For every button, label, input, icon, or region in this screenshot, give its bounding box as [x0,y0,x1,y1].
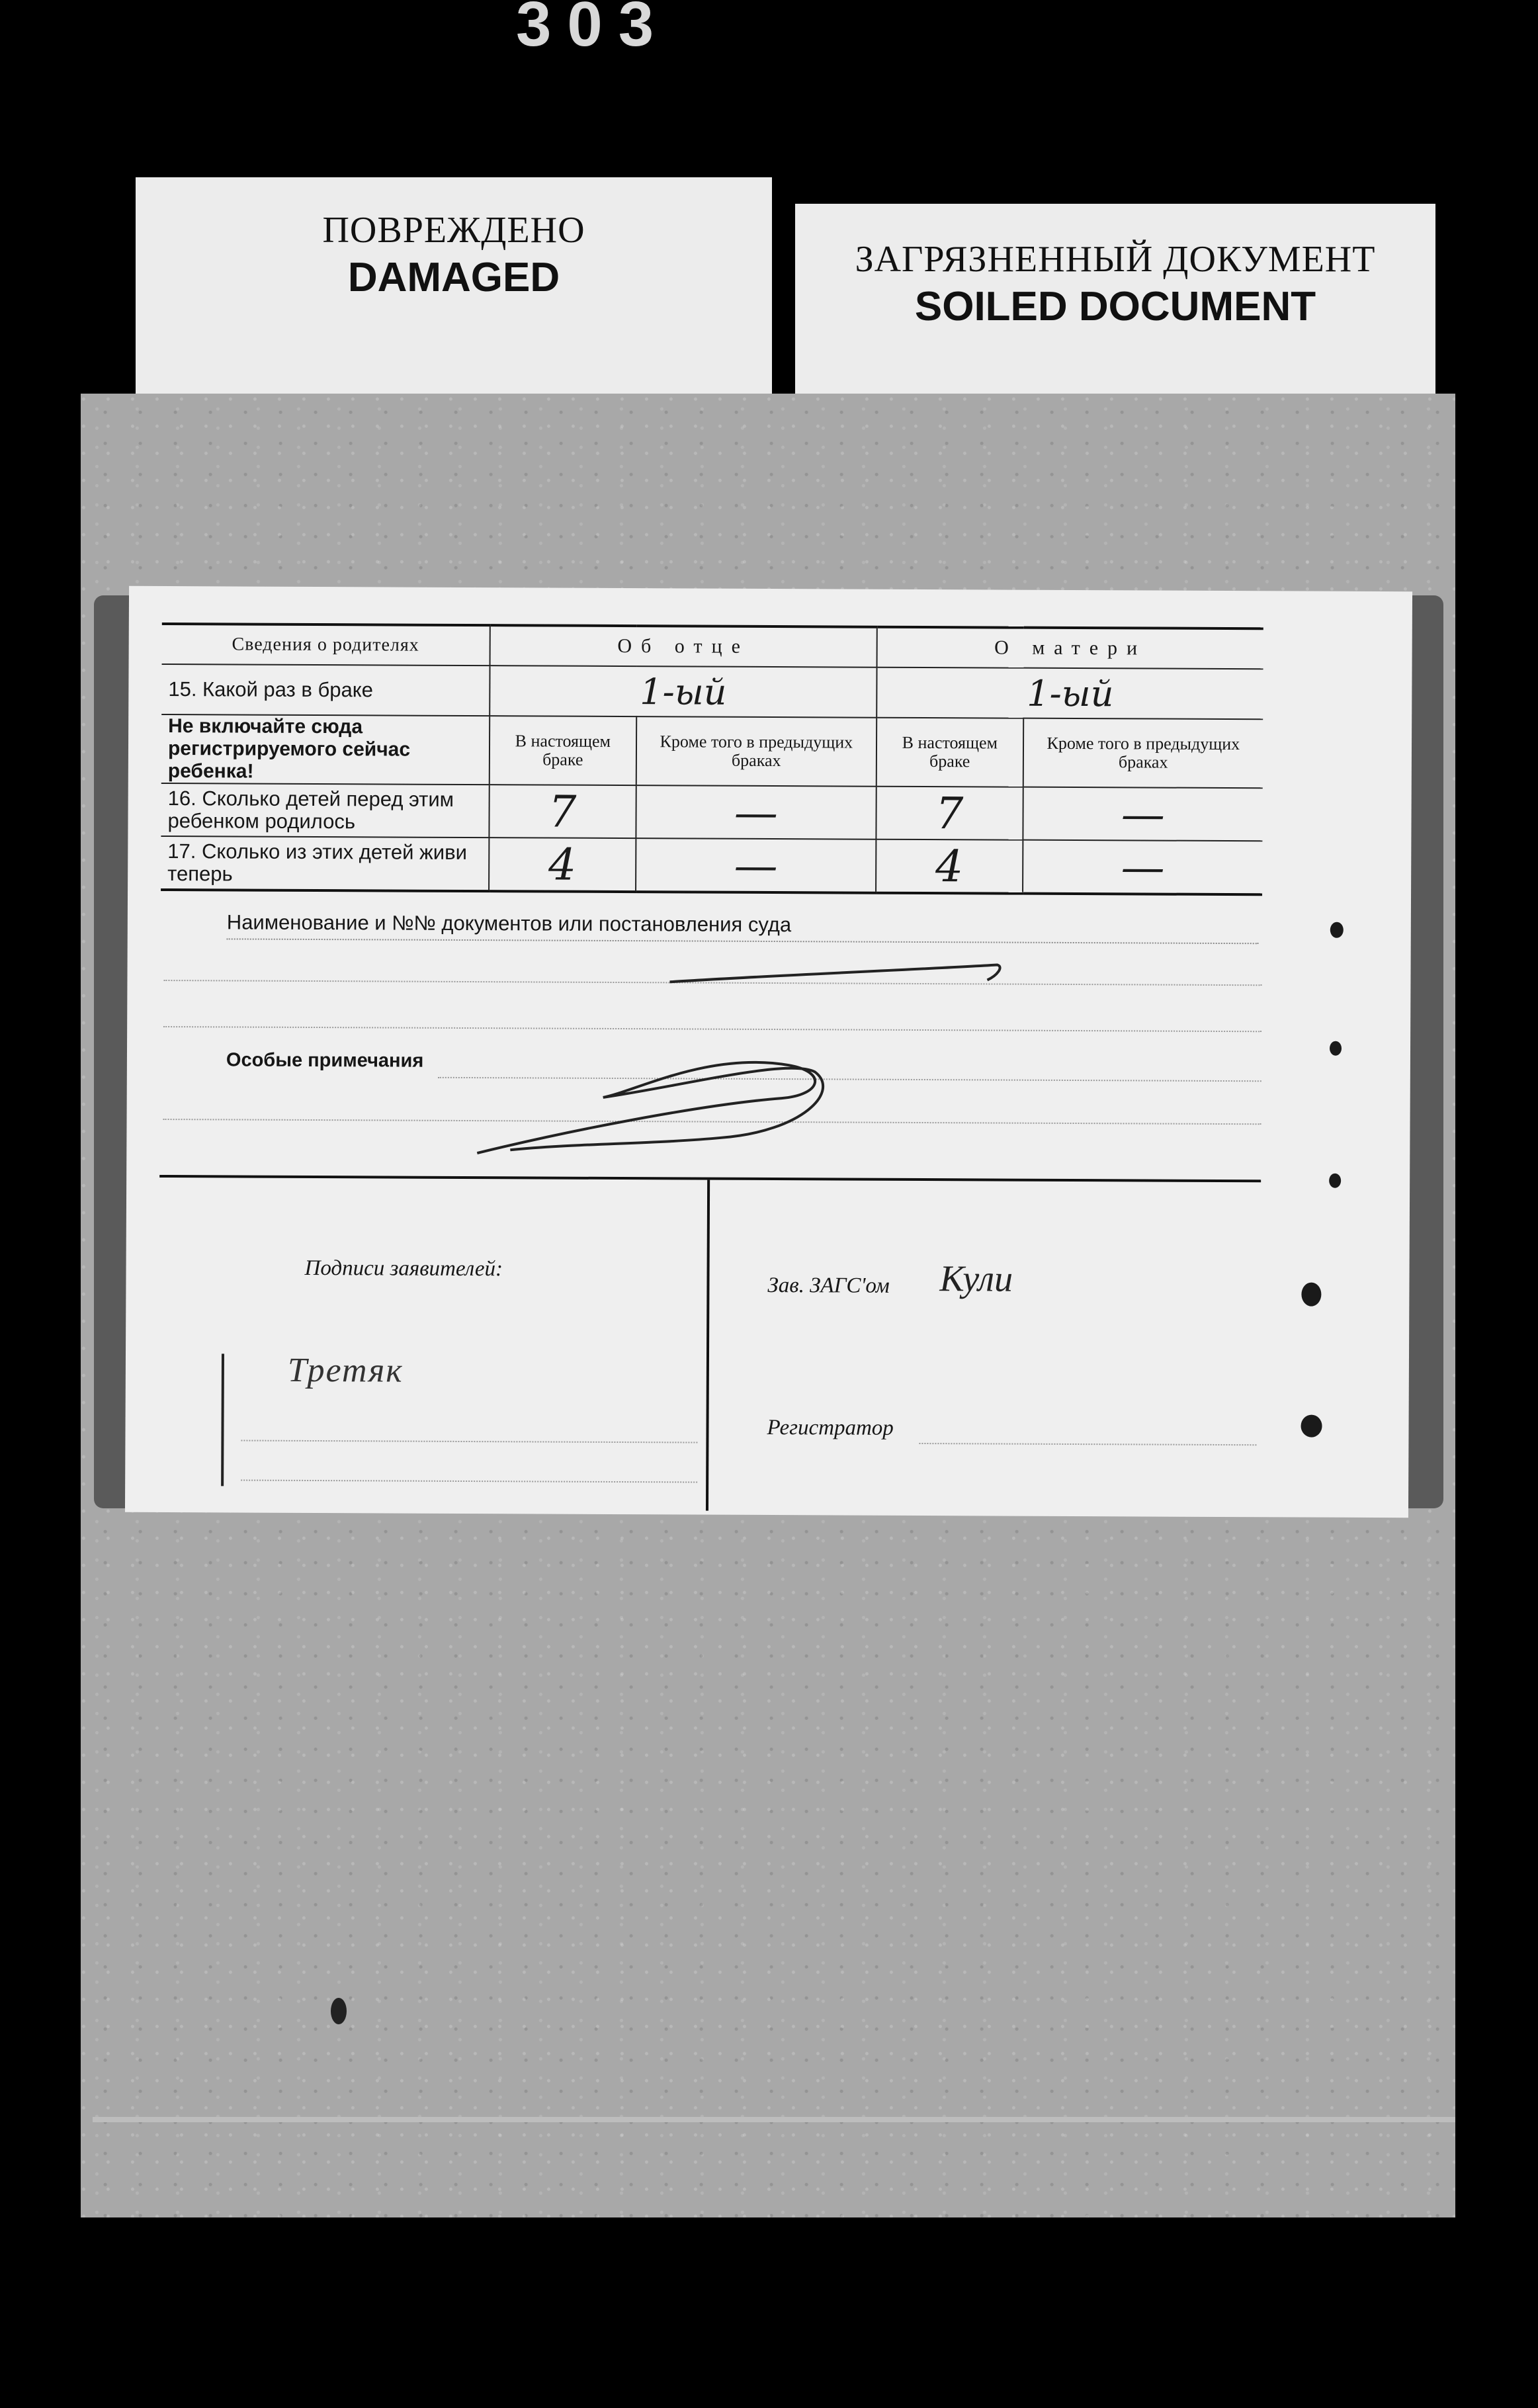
damaged-label-en: DAMAGED [347,255,560,300]
row-15-father: 1-ый [490,666,876,718]
signature-line-2 [241,1480,697,1483]
row-17-father-previous: — [636,838,876,893]
row-16-mother-current: 7 [876,787,1023,840]
mother-current-header: В настоящем браке [876,718,1023,787]
signature-line-1 [241,1440,697,1443]
damaged-label [136,177,772,396]
applicant-signature: Третяк [287,1351,404,1390]
row-17-label: 17. Сколько из этих детей живи теперь [161,836,489,891]
signatures-label: Подписи заявителей: [304,1256,503,1281]
frame-number: 303 [516,0,670,60]
punch-hole [1301,1283,1321,1307]
father-current-header: В настоящем браке [490,716,636,785]
row-16-mother-previous: — [1023,787,1263,841]
soiled-label-en: SOILED DOCUMENT [914,284,1316,329]
special-notes-label: Особые примечания [226,1049,424,1072]
punch-hole [1330,922,1344,938]
row-16-father-current: 7 [489,785,636,838]
damaged-label-ru: ПОВРЕЖДЕНО [322,210,585,251]
father-header: Об отце [490,625,877,667]
notes-strike-mark [470,1031,841,1164]
zags-label: Зав. ЗАГС'ом [767,1273,890,1298]
board-stain [331,1998,347,2024]
signature-bracket [221,1354,224,1486]
row-15-mother: 1-ый [876,667,1263,720]
signature-divider [706,1180,710,1511]
note-label: Не включайте сюда регистрируемого сейчас ребенка! [161,714,490,785]
soiled-label [795,204,1435,402]
note-row [161,714,1263,788]
row-17-mother-current: 4 [876,839,1023,894]
parents-table [161,623,1263,896]
punch-hole [1301,1415,1322,1438]
record-card [125,586,1412,1518]
father-previous-header: Кроме того в предыдущих браках [636,716,876,787]
section-divider [159,1175,1261,1182]
row-17 [161,836,1262,894]
documents-label: Наименование и №№ документов или постановления суда [227,910,1259,944]
parents-info-header: Сведения о родителях [162,624,490,666]
row-16-father-previous: — [636,785,876,839]
punch-hole [1330,1041,1342,1056]
table-header-row [162,624,1263,669]
registrar-label: Регистратор [767,1415,894,1440]
row-15 [161,664,1263,719]
zags-signature: Кули [939,1258,1013,1300]
row-16-label: 16. Сколько детей перед этим ребенком родилось [161,783,489,838]
punch-hole [1329,1174,1341,1188]
documents-dash-mark [663,955,1007,996]
registrar-line [919,1443,1256,1445]
row-17-father-current: 4 [489,838,636,892]
mother-previous-header: Кроме того в предыдущих браках [1023,718,1263,789]
mother-header: О матери [877,627,1263,669]
soiled-label-ru: ЗАГРЯЗНЕННЫЙ ДОКУМЕНТ [855,239,1376,280]
board-crease [93,2117,1455,2122]
row-15-label: 15. Какой раз в браке [161,664,490,716]
row-17-mother-previous: — [1023,840,1263,895]
row-16 [161,783,1262,841]
